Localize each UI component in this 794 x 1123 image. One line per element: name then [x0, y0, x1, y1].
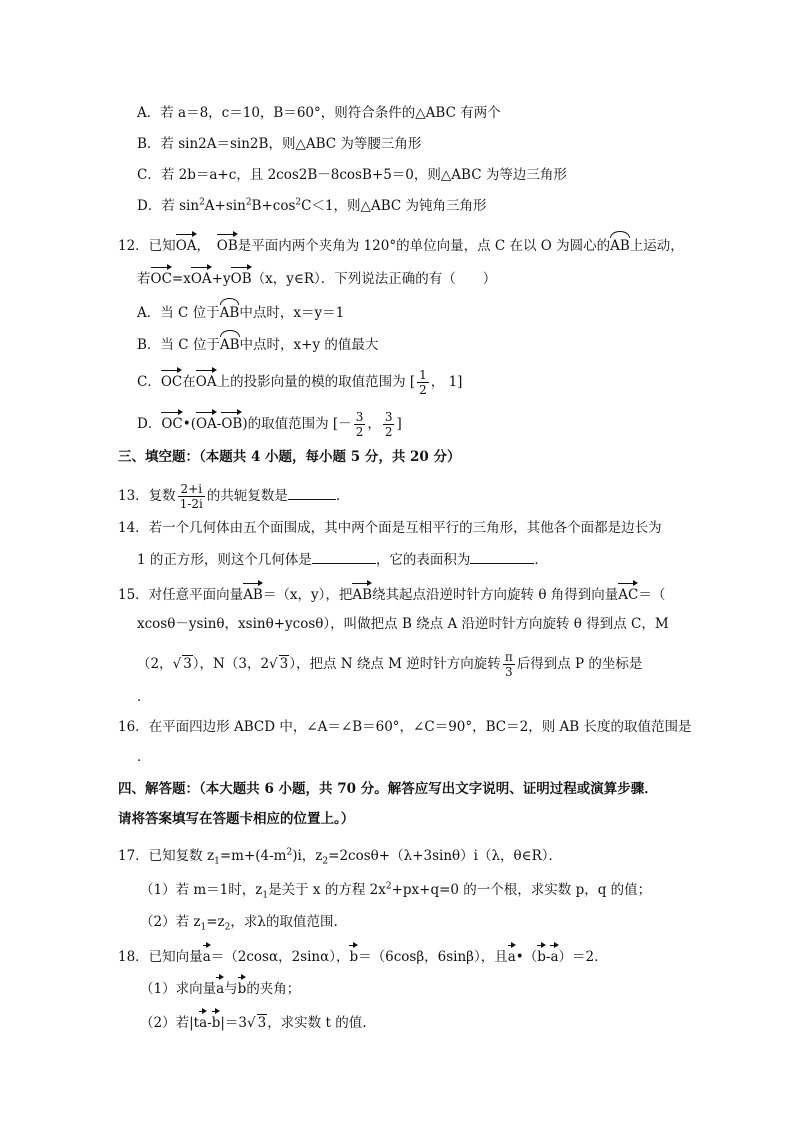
section-answer-title-line2: 请将答案填写在答题卡相应的位置上。） [118, 811, 355, 827]
q13: 13．复数 $\frac{2+i}{1-2i}$ 的共轭复数是 ． [118, 482, 350, 511]
q18-stem: 18．已知向量a＝（2cosα，2sinα），b＝（6cosβ，6sinβ），且a•（b-a）＝2． [118, 944, 608, 967]
q15-line2: xcosθ－ysinθ，xsinθ+ycosθ），叫做把点 B 绕点 A 沿逆时针方向旋转 θ 得到点 C，M [137, 616, 669, 632]
q11-option-c: C．若 2b＝a+c，且 2cos2B－8cosB+5＝0，则△ABC 为等边三角形 [137, 167, 567, 183]
q12-option-b: B．当 C 位于AB中点时，x+y 的值最大 [137, 331, 378, 355]
vector-ob: OB [217, 233, 238, 256]
q12-stem-line2: 若OC=xOA+yOB（x，y∈R）．下列说法正确的有（ ） [137, 266, 496, 289]
fraction-pi-over-3: $\frac{\pi}{3}$ [504, 650, 513, 679]
q14-line1: 14．若一个几何体由五个面围成，其中两个面是互相平行的三角形，其他各个面都是边长为 [118, 520, 662, 536]
q11-option-a: A．若 a＝8，c＝10，B＝60°，则符合条件的△ABC 有两个 [137, 105, 501, 121]
answer-blank[interactable] [288, 487, 336, 500]
q14-line2: 1 的正方形，则这个几何体是 ，它的表面积为 ． [137, 552, 548, 568]
q15-line1: 15．对任意平面向量AB＝（x，y），把AB绕其起点沿逆时针方向旋转 θ 角得到向量AC＝（ [118, 582, 665, 605]
q11-option-d: D．若 $\sin^2A+\sin^2B+\cos^2C<1$，则△ABC 为钝角三角形 [137, 197, 487, 214]
answer-blank[interactable] [312, 551, 376, 564]
section-answer-title-line1: 四、解答题：（本大题共 6 小题，共 70 分。解答应写出文字说明、证明过程或演算步骤． [118, 781, 658, 797]
answer-blank[interactable] [470, 551, 534, 564]
q16-line1: 16．在平面四边形 ABCD 中，∠A＝∠B＝60°，∠C＝90°，BC＝2，则 AB 长度的取值范围是 [118, 719, 692, 735]
section-fill-in-title: 三、填空题：（本题共 4 小题，每小题 5 分，共 20 分） [118, 449, 461, 465]
q15-line3: （2，√ 3），N（3，2√ 3），把点 N 绕点 M 逆时针方向旋转 $\frac{\pi}{3}$ 后得到点 P 的坐标是 [137, 650, 643, 679]
q15-line4: ． [137, 689, 151, 705]
q16-line2: ． [137, 749, 151, 765]
q12-option-c: C．OC在OA上的投影向量的模的取值范围为 [ $\frac{1}{2}$ ， 1] [137, 368, 463, 397]
complex-fraction: $\frac{2+i}{1-2i}$ [179, 482, 203, 511]
q17-part2: （2）若 $z_1=z_2$，求λ的取值范围. [140, 914, 338, 933]
q12-stem-line1: 12．已知OA， OB是平面内两个夹角为 120°的单位向量，点 C 在以 O 为圆心的AB上运动， [118, 232, 684, 256]
q18-part2: （2）若|ta-b|＝3√ 3，求实数 t 的值. [140, 1010, 367, 1033]
arc-ab: AB [610, 232, 630, 256]
q18-part1: （1）求向量a与b的夹角； [140, 976, 300, 999]
q12-option-a: A．当 C 位于AB中点时，x＝y＝1 [137, 299, 344, 323]
q12-option-d: D．OC•(OA-OB)的取值范围为 [－ $\frac{3}{2}$ ， $\frac{3}{2}$ ] [137, 410, 402, 439]
q11-option-b: B．若 sin2A＝sin2B，则△ABC 为等腰三角形 [137, 136, 422, 152]
fraction-half: $\frac{1}{2}$ [419, 368, 427, 397]
q17-stem: 17．已知复数 $z_1=m+(4-m^2)i$，$z_2=2\cos\theta+(\lambda+3\sin\theta)i(\lambda$，θ∈R）． [118, 847, 563, 867]
vector-oa: OA [176, 233, 197, 256]
q17-part1: （1）若 m＝1时，$z_1$是关于 x 的方程 $2x^2+px+q=0$ 的一个根，求实数 p，q 的值； [140, 881, 652, 901]
